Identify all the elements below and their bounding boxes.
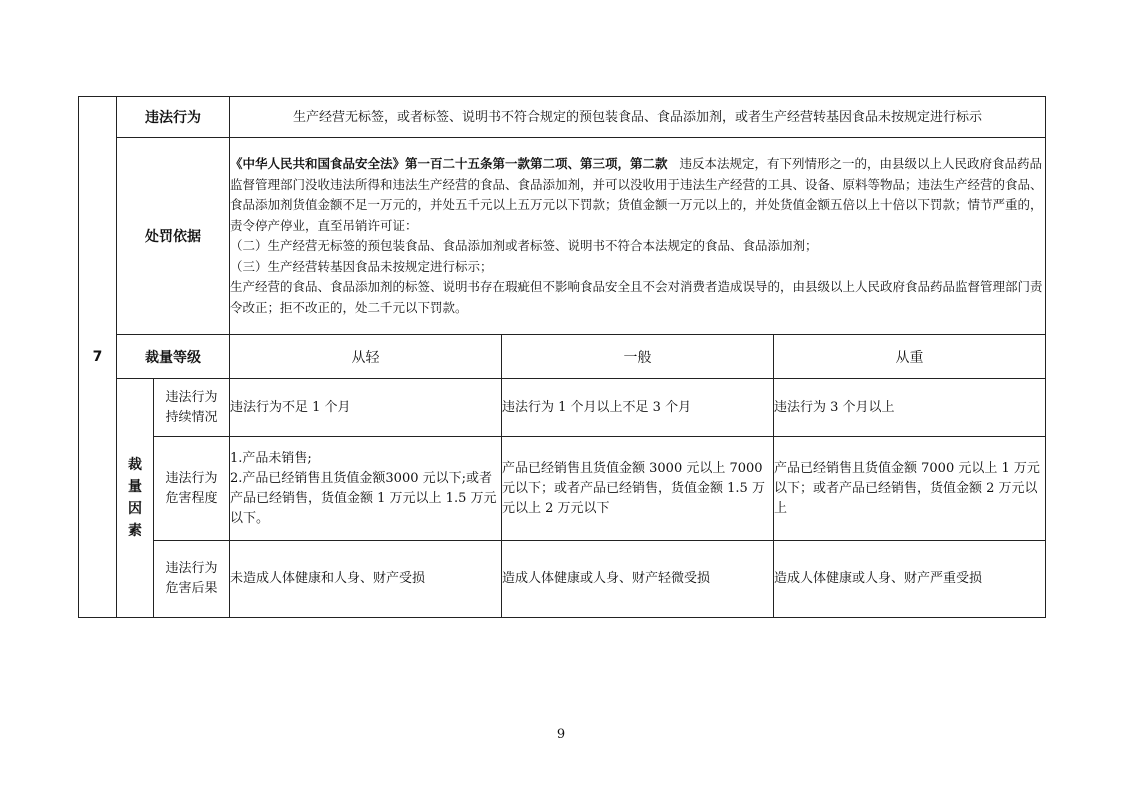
factor-cell-line: 产品已经销售且货值金额 7000 元以上 1 万元以下；或者产品已经销售，货值金额 2 万元以上	[774, 460, 1040, 516]
factors-label: 裁量因素	[128, 457, 142, 539]
factor-cell	[774, 379, 1046, 437]
factor-cell-line: 2.产品已经销售且货值金额3000 元以下;或者产品已经销售，货值金额 1 万元以上 1.5 万元以下。	[230, 470, 497, 526]
grade-level-light: 从轻	[230, 335, 502, 379]
factor-cell-line: 违法行为 1 个月以上不足 3 个月	[502, 399, 692, 415]
basis-label: 处罚依据	[117, 138, 230, 335]
basis-article: 《中华人民共和国食品安全法》第一百二十五条第一款第二项、第三项，第二款	[230, 156, 668, 171]
factor-cell-line: 未造成人体健康和人身、财产受损	[230, 571, 426, 586]
basis-line: 生产经营的食品、食品添加剂的标签、说明书存在瑕疵但不影响食品安全且不会对消费者造成误导的，由县级以上人民政府食品药品监督管理部门责令改正；拒不改正的，处二千元以下罚款。	[230, 279, 1043, 315]
factor-cell-line: 1.产品未销售;	[230, 450, 312, 466]
penalty-table	[78, 96, 1046, 618]
basis-line: （二）生产经营无标签的预包装食品、食品添加剂或者标签、说明书不符合本法规定的食品、食品添加剂；	[230, 238, 818, 253]
factor-cell-line: 造成人体健康或人身、财产轻微受损	[502, 571, 711, 586]
basis-line: （三）生产经营转基因食品未按规定进行标示；	[230, 258, 493, 274]
violation-label: 违法行为	[117, 97, 230, 138]
violation-text: 生产经营无标签，或者标签、说明书不符合规定的预包装食品、食品添加剂，或者生产经营转基因食品未按规定进行标示	[230, 97, 1046, 138]
factor-cell	[502, 541, 774, 618]
factor-name-text: 违法行为持续情况	[165, 389, 218, 425]
factor-cell	[502, 437, 774, 541]
grade-label: 裁量等级	[117, 335, 230, 379]
factor-cell-line: 造成人体健康或人身、财产严重受损	[774, 571, 983, 586]
basis-text	[230, 138, 1046, 335]
factor-cell-line: 违法行为不足 1 个月	[230, 399, 351, 415]
factor-name	[154, 379, 230, 437]
factor-name	[154, 437, 230, 541]
factor-name	[154, 541, 230, 618]
factor-name-text: 违法行为危害后果	[165, 561, 218, 596]
basis-line: 违反本法规定，有下列情形之一的，由县级以上人民政府食品药品监督管理部门没收违法所得和违法生产经营的食品、食品添加剂，并可以没收用于违法生产经营的工具、设备、原料等物品；违法生产经营的食品、食品添加剂货值金额不足一万元的，并处五千元以上五万元以下罚款；货值金额一万元以上的，并处货值金额五倍以上十倍以下罚款；情节严重的，责令停产停业，直至吊销许可证：	[230, 156, 1043, 233]
factor-cell	[230, 541, 502, 618]
factor-cell	[774, 437, 1046, 541]
factors-label-cell	[117, 379, 154, 618]
factor-cell	[774, 541, 1046, 618]
page-number: 9	[556, 727, 566, 742]
factor-cell	[502, 379, 774, 437]
factor-name-text: 违法行为危害程度	[165, 470, 218, 506]
grade-level-heavy: 从重	[774, 335, 1046, 379]
factor-cell	[230, 437, 502, 541]
factor-cell-line: 违法行为 3 个月以上	[774, 399, 895, 415]
item-number: 7	[79, 97, 117, 618]
factor-cell	[230, 379, 502, 437]
grade-level-normal: 一般	[502, 335, 774, 379]
factor-cell-line: 产品已经销售且货值金额 3000 元以上 7000 元以下；或者产品已经销售，货值金额 1.5 万元以上 2 万元以下	[502, 460, 765, 516]
